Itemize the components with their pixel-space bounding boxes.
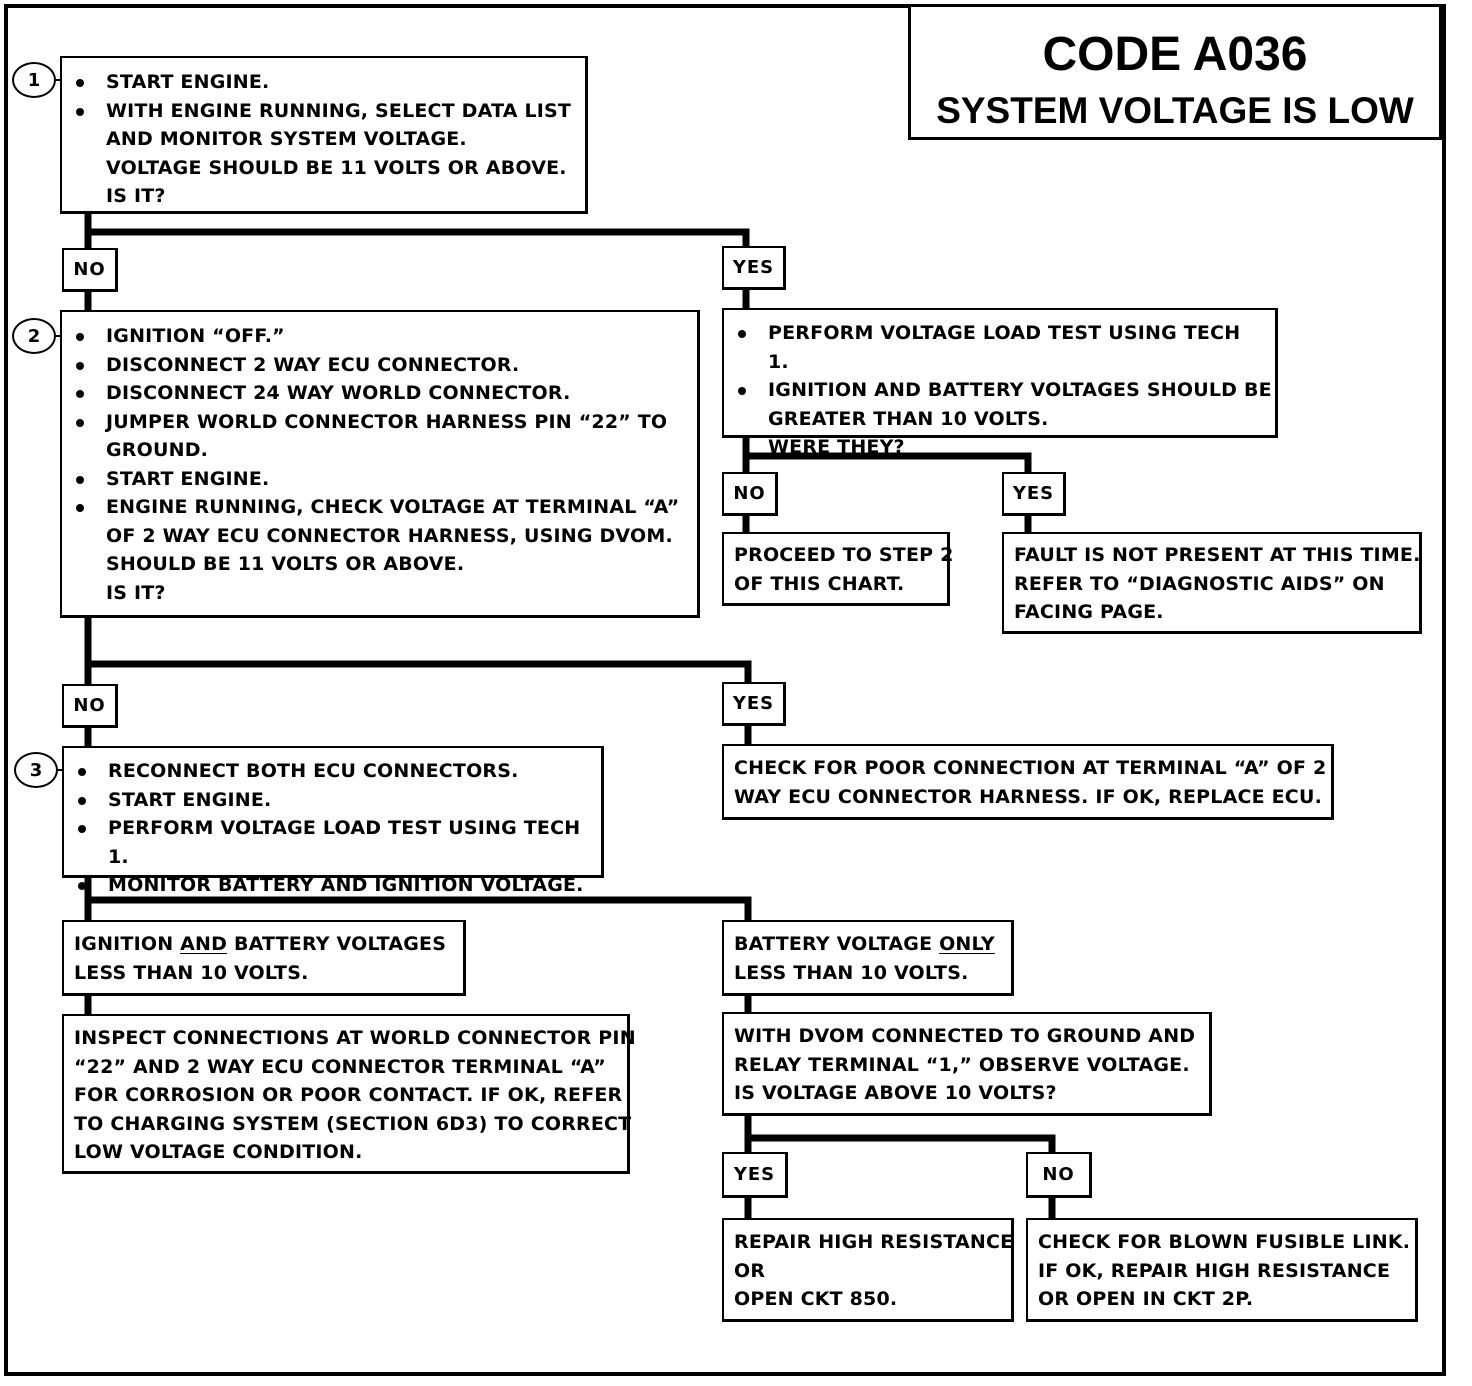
step-2-item: ENGINE RUNNING, CHECK VOLTAGE AT TERMINAL “A” OF 2 WAY ECU CONNECTOR HARNESS, USING DVOM. SHOULD BE 11 VOLTS OR ABOVE. IS IT? (72, 493, 687, 607)
code-title: CODE A036 (1042, 28, 1308, 81)
load-test-item: IGNITION AND BATTERY VOLTAGES SHOULD BE GREATER THAN 10 VOLTS. WERE THEY? (734, 376, 1265, 462)
no-label: NO (722, 472, 778, 516)
code-subtitle: SYSTEM VOLTAGE IS LOW (936, 90, 1414, 131)
step-2-item: DISCONNECT 24 WAY WORLD CONNECTOR. (72, 379, 687, 408)
inspect-connections-box: INSPECT CONNECTIONS AT WORLD CONNECTOR PIN “22” AND 2 WAY ECU CONNECTOR TERMINAL “A” FOR CORROSION OR POOR CONTACT. IF OK, REFER TO CHARGING SYSTEM (SECTION 6D3) TO CORRECT LOW VOLTAGE CONDITION. (62, 1014, 630, 1174)
step-1-text: IS IT? (106, 185, 166, 207)
proceed-box: PROCEED TO STEP 2 OF THIS CHART. (722, 532, 950, 606)
step-2-item: DISCONNECT 2 WAY ECU CONNECTOR. (72, 351, 687, 380)
dvom-check-box: WITH DVOM CONNECTED TO GROUND AND RELAY TERMINAL “1,” OBSERVE VOLTAGE. IS VOLTAGE ABOVE 10 VOLTS? (722, 1012, 1212, 1116)
step-2-marker: 2 (12, 318, 56, 354)
no-label: NO (62, 248, 118, 292)
step-3-marker: 3 (14, 752, 58, 788)
step-1-item: WITH ENGINE RUNNING, SELECT DATA LIST (72, 97, 575, 126)
no-label: NO (62, 684, 118, 728)
load-test-item: PERFORM VOLTAGE LOAD TEST USING TECH 1. (734, 319, 1265, 376)
ignition-and-battery-low-box: IGNITION AND BATTERY VOLTAGES LESS THAN 10 VOLTS. (62, 920, 466, 996)
step-3-item: PERFORM VOLTAGE LOAD TEST USING TECH 1. (74, 814, 591, 871)
step-2-item: IGNITION “OFF.” (72, 322, 687, 351)
step-1-text: AND MONITOR SYSTEM VOLTAGE. (106, 128, 467, 150)
step-3-box (62, 746, 604, 896)
step-3-item: RECONNECT BOTH ECU CONNECTORS. (74, 757, 591, 786)
step-1-marker: 1 (12, 62, 56, 98)
no-label: NO (1026, 1152, 1092, 1198)
step-1-item: START ENGINE. (72, 68, 575, 97)
step-1-text: VOLTAGE SHOULD BE 11 VOLTS OR ABOVE. (106, 156, 567, 179)
load-test-box (722, 308, 1278, 458)
check-fusible-link-box: CHECK FOR BLOWN FUSIBLE LINK. IF OK, REPAIR HIGH RESISTANCE OR OPEN IN CKT 2P. (1026, 1218, 1418, 1322)
step-3-item: START ENGINE. (74, 786, 591, 815)
repair-high-resistance-box: REPAIR HIGH RESISTANCE OR OPEN CKT 850. (722, 1218, 1014, 1322)
check-poor-connection-box: CHECK FOR POOR CONNECTION AT TERMINAL “A” OF 2 WAY ECU CONNECTOR HARNESS. IF OK, REPLACE ECU. (722, 744, 1334, 820)
step-2-item: START ENGINE. (72, 465, 687, 494)
yes-label: YES (1002, 472, 1066, 516)
step-3-item: MONITOR BATTERY AND IGNITION VOLTAGE. (74, 871, 591, 900)
fault-not-present-box: FAULT IS NOT PRESENT AT THIS TIME. REFER TO “DIAGNOSTIC AIDS” ON FACING PAGE. (1002, 532, 1422, 634)
step-2-box (60, 310, 700, 618)
yes-label: YES (722, 246, 786, 290)
yes-label: YES (722, 1152, 788, 1198)
title-box (908, 4, 1442, 140)
yes-label: YES (722, 682, 786, 726)
step-1-box (60, 56, 588, 214)
battery-only-low-box: BATTERY VOLTAGE ONLY LESS THAN 10 VOLTS. (722, 920, 1014, 996)
step-2-item: JUMPER WORLD CONNECTOR HARNESS PIN “22” TO GROUND. (72, 408, 687, 465)
